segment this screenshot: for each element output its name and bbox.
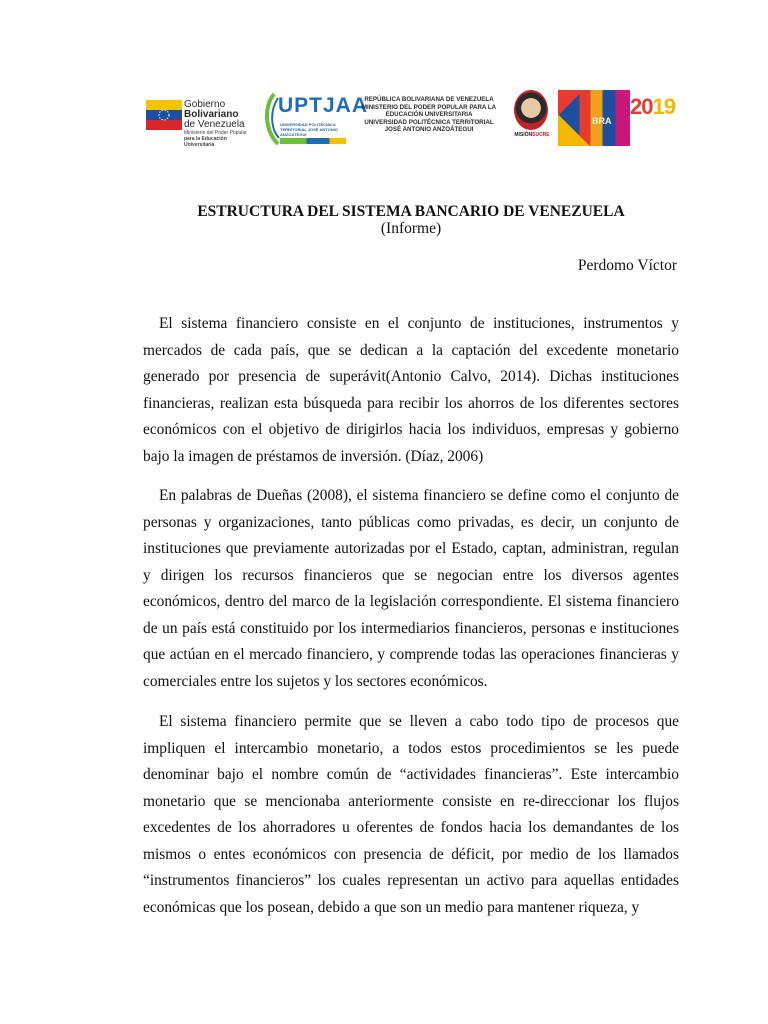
gobierno-line4: Ministerio del Poder Popular	[184, 130, 247, 136]
year-logo	[630, 94, 675, 120]
mision-sucre-logo	[510, 90, 554, 146]
gobierno-line2: Bolivariano	[184, 109, 239, 120]
year-part-a: 20	[630, 94, 653, 119]
year-part-b: 19	[652, 94, 675, 119]
gobierno-bolivariano-logo	[144, 92, 254, 148]
institution-block	[354, 96, 504, 134]
institution-line: UNIVERSIDAD POLITÉCNICA TERRITORIAL	[364, 118, 494, 126]
header-logo-banner	[144, 88, 684, 160]
gobierno-line1: Gobierno	[184, 99, 226, 110]
uptjaa-logo	[262, 90, 369, 148]
mision-prefix: MISIÓN	[514, 132, 533, 138]
body-paragraph: El sistema financiero consiste en el conjunto de instituciones, instrumentos y mercados de cada país, que se dedican a la captación del excedente monetario generado por presencia de superávit(Antonio Calvo, 2014). Dichas instituciones financieras, realizan esta búsqueda para recibir los ahorros de los diferentes sectores económicos con el objetivo de dirigirlos hacia los individuos, empresas y gobierno bajo la imagen de préstamos de inversión. (Díaz, 2006)	[143, 315, 679, 465]
body-paragraph: El sistema financiero permite que se lleven a cabo todo tipo de procesos que impliquen el intercambio monetario, a todos estos procedimientos se les puede denominar bajo el nombre común de “actividades financieras”. Este intercambio monetario que se mencionaba anteriormente consiste en re-direccionar los flujos excedentes de los ahorradores u oferentes de fondos hacia los demandantes de los mismos o entes económicos con presencia de déficit, por medio de los llamados “instrumentos financieros” los cuales representan un activo para aquellas entidades económicas que los posean, debido a que son un medio para mantener riqueza, y	[143, 713, 679, 916]
gobierno-line5: para la Educación Universitaria	[184, 136, 227, 148]
document-author: Perdomo Víctor	[577, 257, 677, 274]
institution-line: MINISTERIO DEL PODER POPULAR PARA LA	[361, 103, 497, 111]
uptjaa-color-bar	[280, 138, 346, 144]
sucre-portrait-icon	[514, 90, 548, 130]
document-title: ESTRUCTURA DEL SISTEMA BANCARIO DE VENEZUELA	[197, 203, 625, 220]
uptjaa-name: UPTJAA	[278, 94, 369, 117]
colorful-logo-word: BRA	[592, 116, 612, 126]
body-paragraph: En palabras de Dueñas (2008), el sistema financiero se define como el conjunto de personas y organizaciones, tanto públicas como privadas, es decir, un conjunto de instituciones que previamente autorizadas por el Estado, captan, administran, regulan y dirigen los recursos financieros que se negocian entre los diversos agentes económicos, dentro del marco de la legislación correspondiente. El sistema financiero de un país está constituido por los intermediarios financieros, personas e instituciones que actúan en el mercado financiero, y comprende todas las operaciones financieras y comerciales entre los sujetos y los sectores económicos.	[143, 487, 679, 690]
document-subtitle: (Informe)	[380, 220, 442, 237]
institution-line: REPÚBLICA BOLIVARIANA DE VENEZUELA	[364, 96, 494, 103]
uptjaa-tagline: UNIVERSIDAD POLITÉCNICA TERRITORIAL JOSÉ ANTONIO ANZOÁTEGUI	[280, 122, 338, 137]
venezuela-flag-icon	[144, 96, 184, 136]
institution-line: JOSÉ ANTONIO ANZOÁTEGUI	[384, 126, 474, 133]
colorful-campaign-logo	[558, 90, 630, 146]
gobierno-line3: de Venezuela	[184, 119, 245, 130]
institution-line: EDUCACIÓN UNIVERSITARIA	[385, 111, 473, 118]
mision-sucre-label	[510, 132, 554, 138]
mision-name: SUCRE	[532, 132, 550, 138]
